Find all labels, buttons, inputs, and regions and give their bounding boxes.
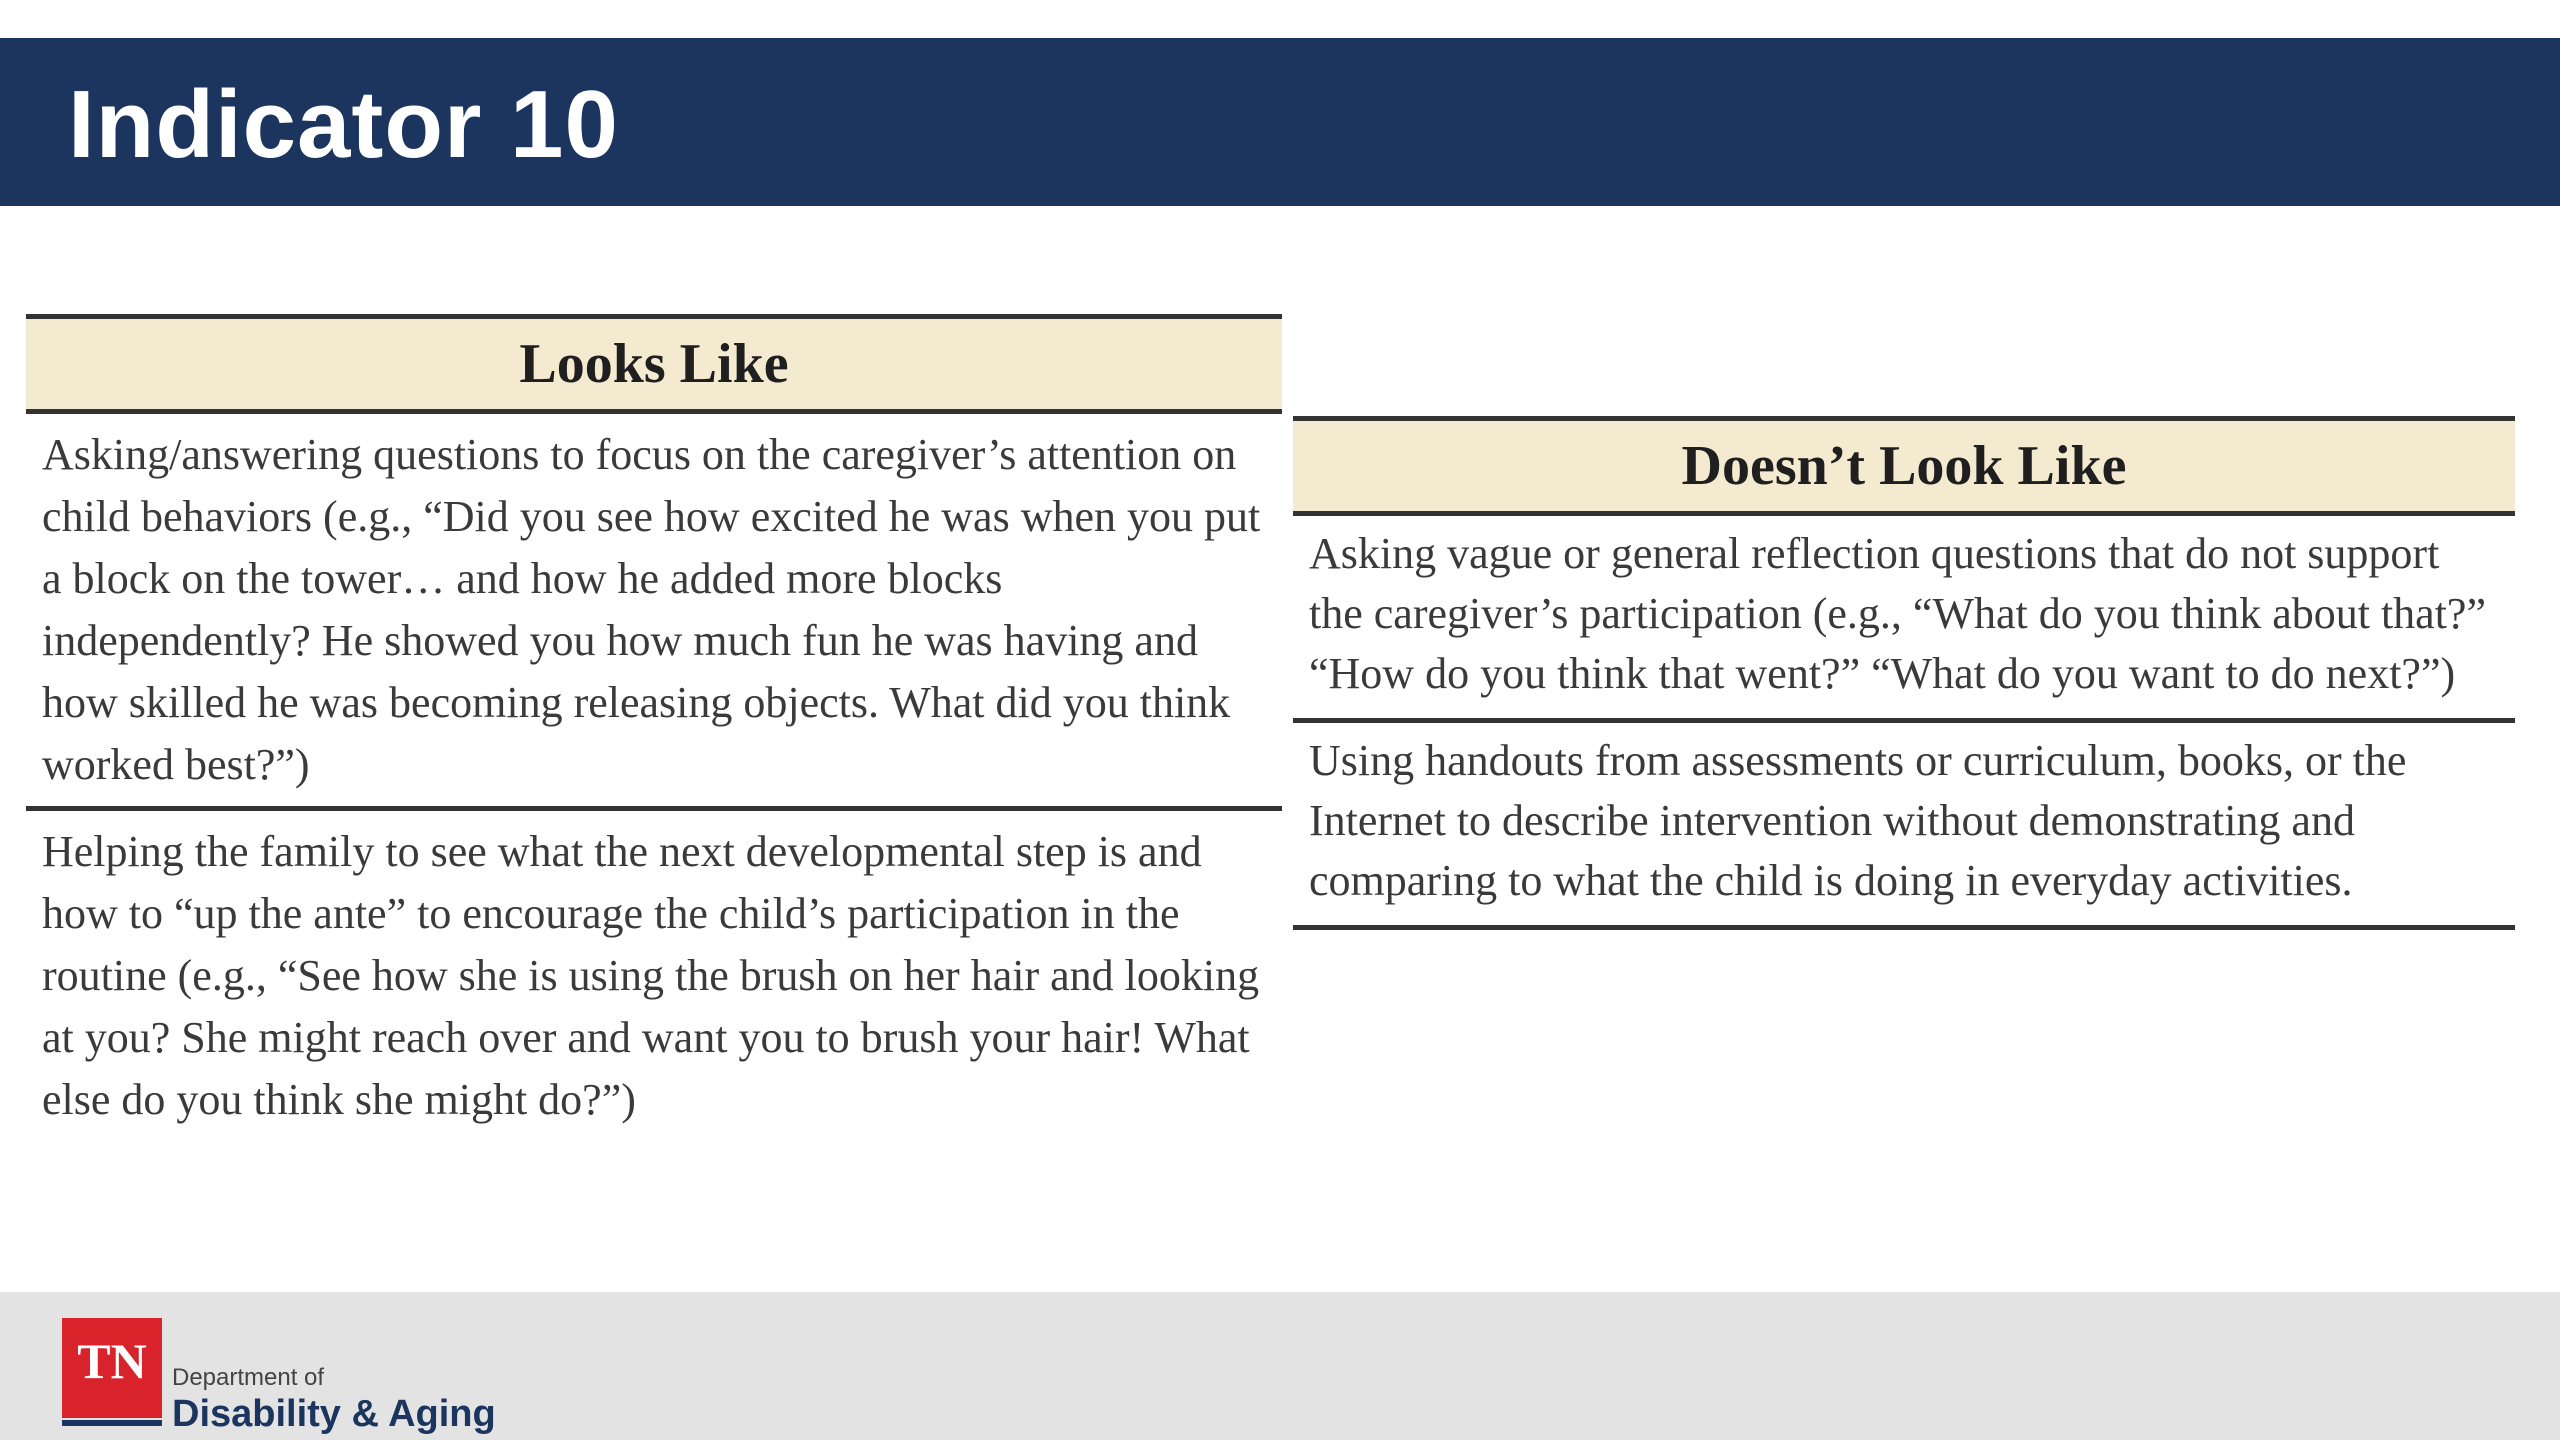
doesnt-look-like-table <box>1293 416 2515 930</box>
looks-like-table <box>26 314 1282 1141</box>
doesnt-look-like-item: Using handouts from assessments or curriculum, books, or the Internet to describe intervention without demonstrating and comparing to what the child is doing in everyday activities. <box>1293 723 2515 930</box>
doesnt-look-like-header: Doesn’t Look Like <box>1293 416 2515 516</box>
logo-stripe <box>62 1420 162 1426</box>
agency-name: Disability & Aging <box>172 1393 496 1435</box>
looks-like-header: Looks Like <box>26 314 1282 414</box>
slide-title: Indicator 10 <box>68 71 619 178</box>
department-label: Department of <box>172 1364 325 1391</box>
tn-logo <box>62 1318 162 1418</box>
looks-like-item: Asking/answering questions to focus on the caregiver’s attention on child behaviors (e.g., “Did you see how excited he was when you put a block on the tower… and how he added more blocks independently? He showed you how much fun he was having and how skilled he was becoming releasing objects. What did you think worked best?”) <box>26 414 1282 811</box>
tn-logo-mark: TN <box>77 1333 147 1389</box>
doesnt-look-like-item: Asking vague or general reflection questions that do not support the caregiver’s participation (e.g., “What do you think about that?” “How do you think that went?” “What do you want to do next?”) <box>1293 516 2515 723</box>
looks-like-item: Helping the family to see what the next developmental step is and how to “up the ante” to encourage the child’s participation in the routine (e.g., “See how she is using the brush on her hair and looking at you? She might reach over and want you to brush your hair! What else do you think she might do?”) <box>42 827 1260 1124</box>
